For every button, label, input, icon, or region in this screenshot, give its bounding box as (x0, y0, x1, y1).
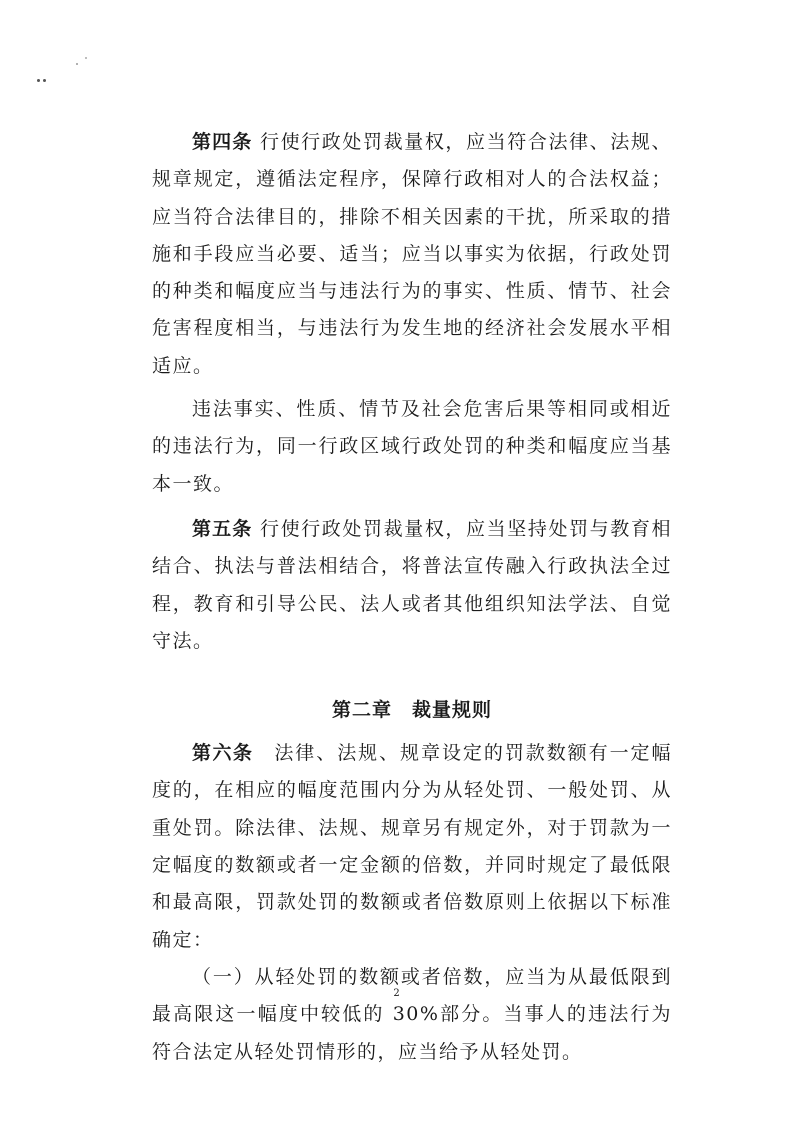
article-4-label: 第四条 (192, 131, 253, 153)
article-5-text: 行使行政处罚裁量权，应当坚持处罚与教育相结合、执法与普法相结合，将普法宣传融入行政执法全过程，教育和引导公民、法人或者其他组织知法学法、自觉守法。 (152, 517, 672, 652)
document-body (152, 124, 672, 1071)
article-4-paragraph-2: 违法事实、性质、情节及社会危害后果等相同或相近的违法行为，同一行政区域行政处罚的种类和幅度应当基本一致。 (152, 398, 672, 495)
scan-speck (43, 79, 46, 82)
article-5-paragraph (152, 511, 672, 660)
article-6-label: 第六条 (192, 742, 254, 765)
article-6-paragraph (152, 735, 672, 959)
article-6-item-1: （一）从轻处罚的数额或者倍数，应当为从最低限到最高限这一幅度中较低的 30%部分。当事人的违法行为符合法定从轻处罚情形的，应当给予从轻处罚。 (152, 965, 672, 1063)
chapter-heading: 第二章 裁量规则 (331, 699, 492, 722)
article-6-text: 法律、法规、规章设定的罚款数额有一定幅度的，在相应的幅度范围内分为从轻处罚、一般处罚、从重处罚。除法律、法规、规章另有规定外，对于罚款为一定幅度的数额或者一定金额的倍数，并同时规定了最低限和最高限，罚款处罚的数额或者倍数原则上依据以下标准确定： (152, 742, 672, 951)
scan-speck (85, 57, 87, 59)
article-5-label: 第五条 (192, 517, 253, 540)
scan-speck (76, 63, 78, 65)
scan-speck (37, 79, 40, 82)
article-4-paragraph (152, 124, 672, 385)
article-4-text: 行使行政处罚裁量权，应当符合法律、法规、规章规定，遵循法定程序，保障行政相对人的合法权益；应当符合法律目的，排除不相关因素的干扰，所采取的措施和手段应当必要、适当；应当以事实为依据，行政处罚的种类和幅度应当与违法行为的事实、性质、情节、社会危害程度相当，与违法行为发生地的经济社会发展水平相适应。 (152, 131, 672, 377)
page-number: 2 (393, 988, 400, 999)
